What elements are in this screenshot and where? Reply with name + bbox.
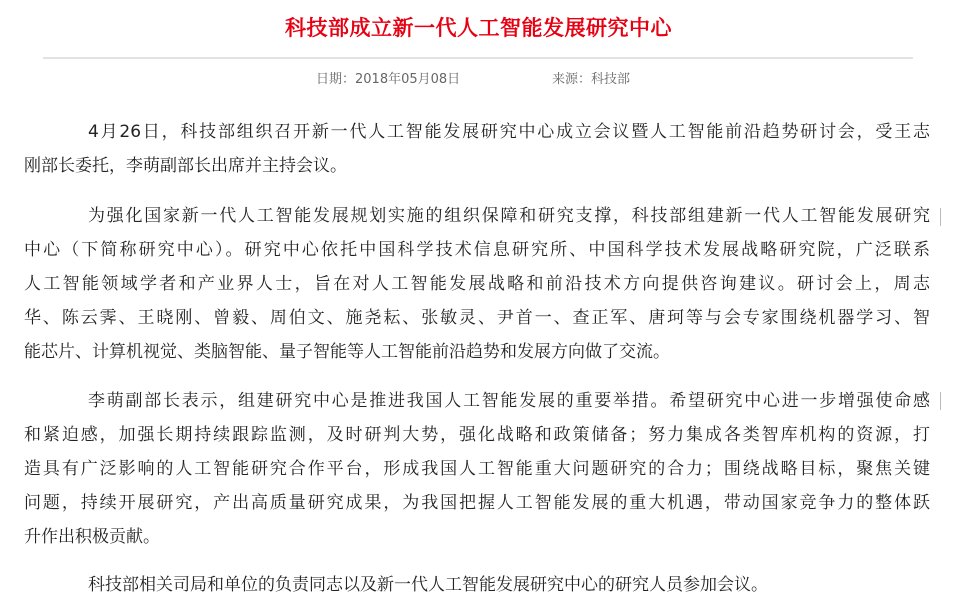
publish-date: 日期：2018年05月08日 (316, 72, 461, 87)
title-divider (43, 57, 913, 59)
paragraph-3-line: 造具有广泛影响的人工智能研究合作平台，形成我国人工智能重大问题研究的合力；围绕战略目标，聚焦关键 (24, 459, 930, 479)
paragraph-2-line: 为强化国家新一代人工智能发展规划实施的组织保障和研究支撑，科技部组建新一代人工智能发展研究 (88, 206, 930, 226)
text-cursor (940, 392, 941, 410)
paragraph-1-line: 刚部长委托，李萌副部长出席并主持会议。 (24, 156, 347, 176)
paragraph-3-line: 和紧迫感，加强长期持续跟踪监测，及时研判大势，强化战略和政策储备；努力集成各类智库机构的资源，打 (24, 425, 930, 445)
paragraph-2-line: 能芯片、计算机视觉、类脑智能、量子智能等人工智能前沿趋势和发展方向做了交流。 (24, 342, 670, 362)
article-source: 来源：科技部 (552, 72, 631, 87)
paragraph-1-line: 4月26日，科技部组织召开新一代人工智能发展研究中心成立会议暨人工智能前沿趋势研讨会，受王志 (88, 122, 930, 142)
article-title: 科技部成立新一代人工智能发展研究中心 (285, 16, 672, 40)
paragraph-2-line: 华、陈云霁、王晓刚、曾毅、周伯文、施尧耘、张敏灵、尹首一、查正军、唐珂等与会专家围绕机器学习、智 (24, 308, 930, 328)
paragraph-3-line: 问题，持续开展研究，产出高质量研究成果，为我国把握人工智能发展的重大机遇，带动国家竞争力的整体跃 (24, 493, 930, 513)
text-cursor (940, 208, 941, 226)
paragraph-3-line: 李萌副部长表示，组建研究中心是推进我国人工智能发展的重要举措。希望研究中心进一步增强使命感 (88, 391, 930, 411)
paragraph-2-line: 中心（下简称研究中心）。研究中心依托中国科学技术信息研究所、中国科学技术发展战略研究院，广泛联系 (24, 240, 930, 260)
paragraph-2-line: 人工智能领域学者和产业界人士，旨在对人工智能发展战略和前沿技术方向提供咨询建议。研讨会上，周志 (24, 274, 930, 294)
paragraph-3-line: 升作出积极贡献。 (24, 527, 160, 547)
paragraph-4-line: 科技部相关司局和单位的负责同志以及新一代人工智能发展研究中心的研究人员参加会议。 (88, 575, 768, 595)
